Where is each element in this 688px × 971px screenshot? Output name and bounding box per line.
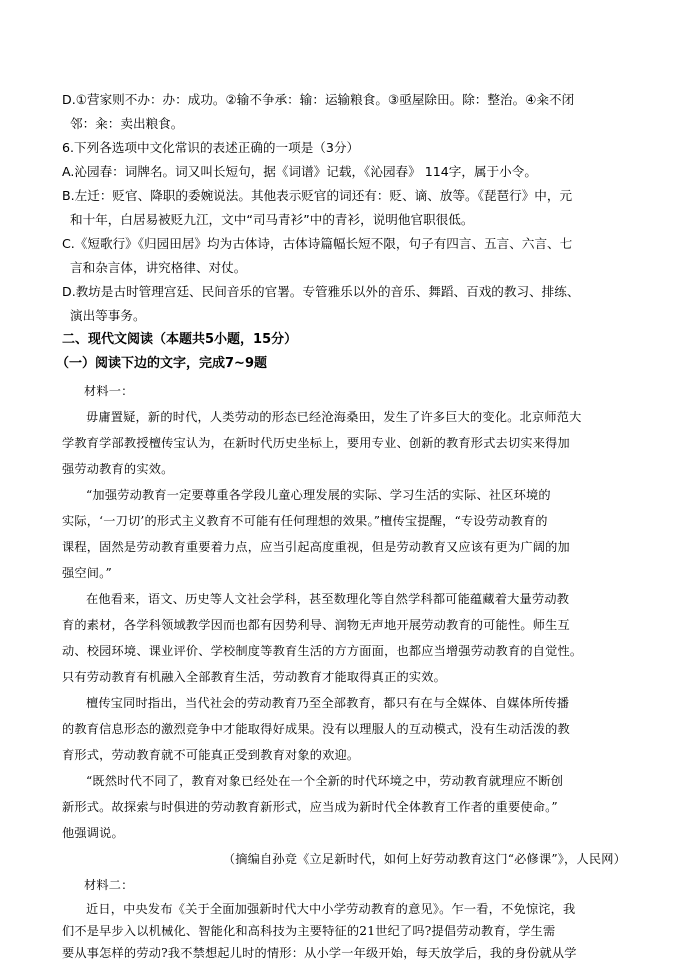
material1-line: 实际，‘一刀切’的形式主义教育不可能有任何理想的效果。”檀传宝提醒，“专设劳动教育的	[62, 514, 548, 528]
material1-line: 强劳动教育的实效。	[62, 462, 174, 476]
material1-label: 材料一：	[84, 384, 134, 398]
material1-line: “加强劳动教育一定要尊重各学段儿童心理发展的实际、学习生活的实际、社区环境的	[86, 488, 551, 502]
material2-line: 近日，中央发布《关于全面加强新时代大中小学劳动教育的意见》。乍一看，不免惊诧，我	[86, 902, 576, 916]
q5-option-d-line2: 邻：籴：卖出粮食。	[70, 116, 184, 131]
material1-line: 在他看来，语文、历史等人文社会学科，甚至数理化等自然学科都可能蕴藏着大量劳动教	[86, 592, 570, 606]
section-heading: 二、现代文阅读（本题共5小题，15分）	[62, 332, 298, 347]
material1-source: （摘编自孙竞《立足新时代，如何上好劳动教育这门“必修课”》，人民网）	[222, 852, 626, 866]
material1-line: 他强调说。	[62, 826, 124, 840]
q6-option-b-line2: 和十年，白居易被贬九江，文中“司马青衫”中的青衫，说明他官职很低。	[70, 212, 474, 227]
material1-line: 毋庸置疑，新的时代，人类劳动的形态已经沧海桑田，发生了许多巨大的变化。北京师范大	[86, 410, 582, 424]
q6-option-a: A.沁园春：词牌名。词又叫长短句，据《词谱》记载，《沁园春》 114字，属于小令。	[62, 164, 537, 179]
q6-option-b-line1: B.左迁：贬官、降职的委婉说法。其他表示贬官的词还有：贬、谪、放等。《琵琶行》中，元	[62, 188, 573, 203]
q6-option-c-line2: 言和杂言体，讲究格律、对仗。	[70, 260, 247, 275]
material2-line: 要从事怎样的劳动?我不禁想起儿时的情形：从小学一年级开始，每天放学后，我的身份就从学	[62, 946, 577, 960]
material1-line: 动、校园环境、课业评价、学校制度等教育生活的方方面面，也都应当增强劳动教育的自觉性。	[62, 644, 583, 658]
q6-stem: 6.下列各选项中文化常识的表述正确的一项是（3分）	[62, 140, 360, 155]
q5-option-d-line1: D.①营家则不办：办：成功。②输不争承：输：运输粮食。③亟屋除田。除：整治。④籴不闭	[62, 92, 575, 107]
q6-option-d-line2: 演出等事务。	[70, 308, 146, 323]
material2-line: 们不是早步入以机械化、智能化和高科技为主要特征的21世纪了吗?提倡劳动教育，学生需	[62, 924, 556, 938]
material1-line: 新形式。故探索与时俱进的劳动教育新形式，应当成为新时代全体教育工作者的重要使命。”	[62, 800, 558, 814]
material1-line: “既然时代不同了，教育对象已经处在一个全新的时代环境之中，劳动教育就理应不断创	[86, 774, 564, 788]
section-subheading: （一）阅读下边的文字，完成7~9题	[56, 356, 267, 371]
material1-line: 檀传宝同时指出，当代社会的劳动教育乃至全部教育，都只有在与全媒体、自媒体所传播	[86, 696, 570, 710]
material1-line: 只有劳动教育有机融入全部教育生活，劳动教育才能取得真正的实效。	[62, 670, 447, 684]
material1-line: 育的素材，各学科领域教学因而也都有因势利导、润物无声地开展劳动教育的可能性。师生互	[62, 618, 570, 632]
q6-option-c-line1: C.《短歌行》《归园田居》均为古体诗，古体诗篇幅长短不限，句子有四言、五言、六言、七	[62, 236, 573, 251]
material1-line: 强空间。”	[62, 566, 112, 580]
q6-option-d-line1: D.教坊是古时管理宫廷、民间音乐的官署。专管雅乐以外的音乐、舞蹈、百戏的教习、排练、	[62, 284, 580, 299]
material1-line: 课程，固然是劳动教育重要着力点，应当引起高度重视，但是劳动教育又应该有更为广阔的加	[62, 540, 570, 554]
material1-line: 学教育学部教授檀传宝认为，在新时代历史坐标上，要用专业、创新的教育形式去切实来得加	[62, 436, 570, 450]
material1-line: 育形式，劳动教育就不可能真正受到教育对象的欢迎。	[62, 748, 360, 762]
material2-label: 材料二：	[84, 878, 134, 892]
material1-line: 的教育信息形态的激烈竞争中才能取得好成果。没有以理服人的互动模式，没有生动活泼的教	[62, 722, 570, 736]
